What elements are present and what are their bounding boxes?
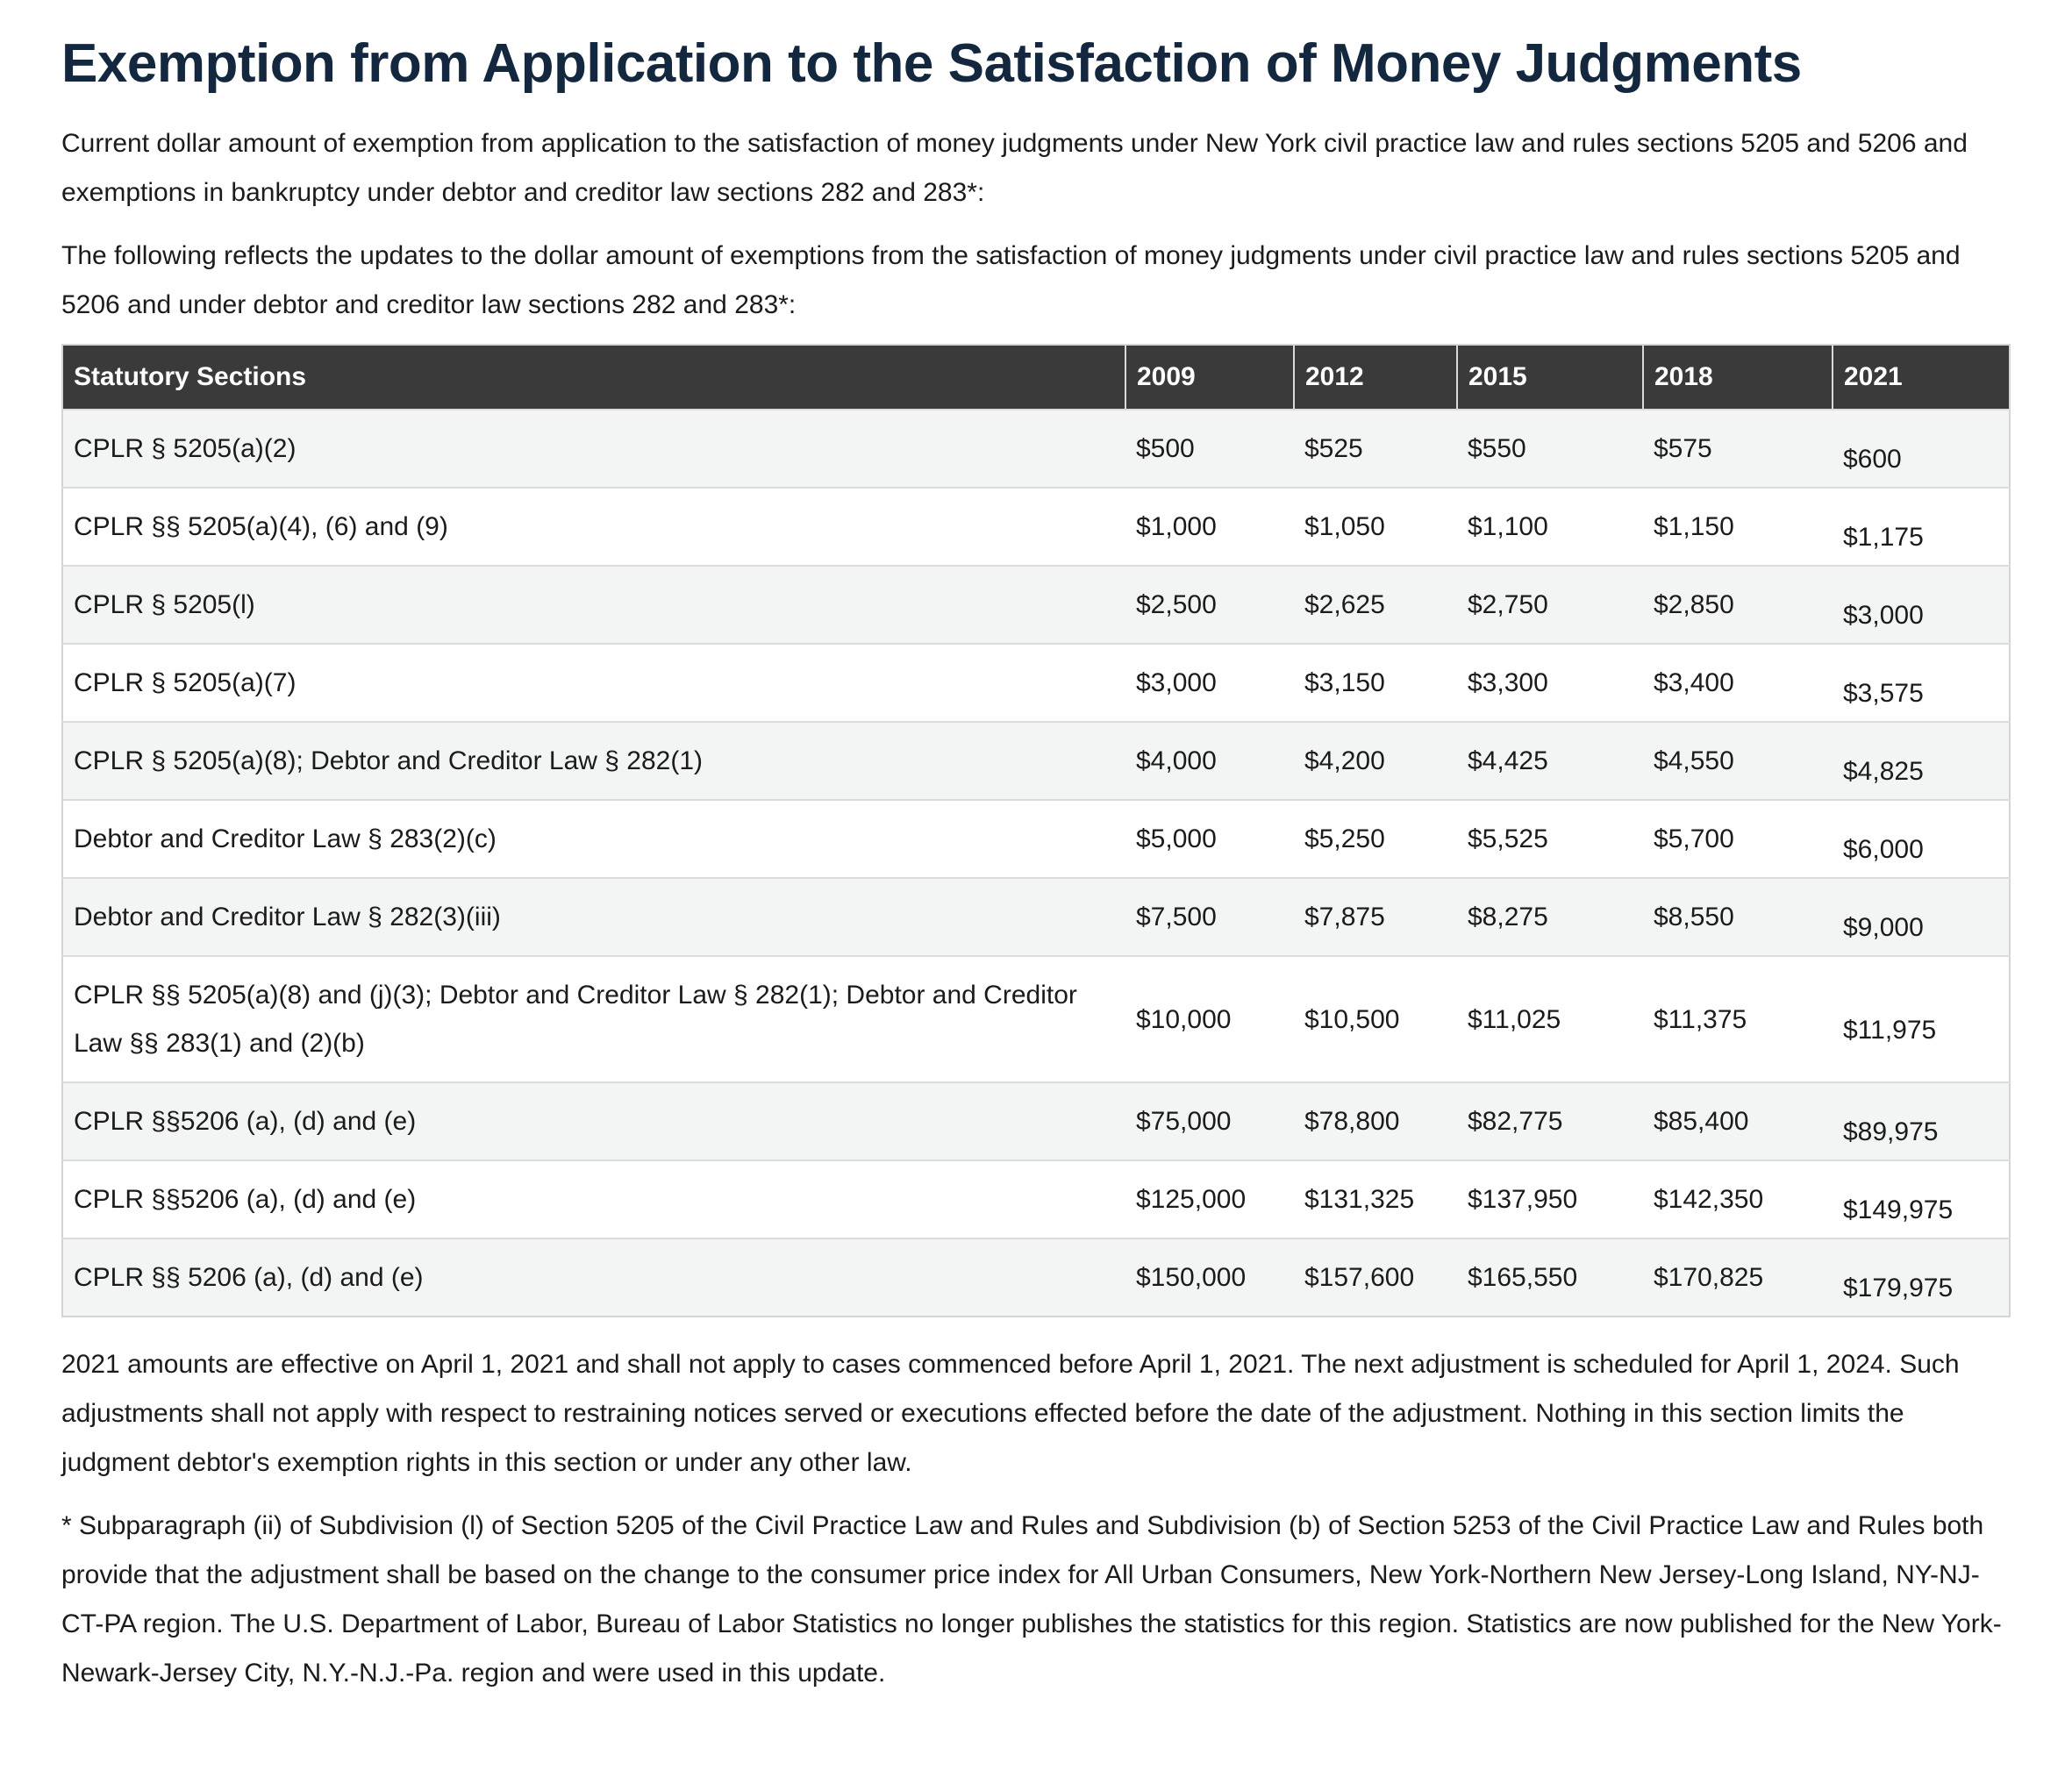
amount-cell: $3,150 xyxy=(1294,644,1457,722)
amount-cell: $179,975 xyxy=(1833,1238,2010,1317)
amount-cell: $149,975 xyxy=(1833,1160,2010,1238)
footnote: * Subparagraph (ii) of Subdivision (l) of Section 5205 of the Civil Practice Law and Rules and Subdivision (b) of Section 5253 of the Civil Practice Law and Rules both provide that the adjustment shall be based on the change to the consumer price index for All Urban Consumers, New York-Northern New Jersey-Long Island, NY-NJ-CT-PA region. The U.S. Department of Labor, Bureau of Labor Statistics no longer publishes the statistics for this region. Statistics are now published for the New York-Newark-Jersey City, N.Y.-N.J.-Pa. region and were used in this update. xyxy=(61,1511,2002,1688)
table-row xyxy=(62,1082,2010,1160)
amount-cell: $3,400 xyxy=(1643,644,1833,722)
header-statutory-sections: Statutory Sections xyxy=(62,345,1125,410)
amount-cell: $10,500 xyxy=(1294,956,1457,1082)
amount-cell: $85,400 xyxy=(1643,1082,1833,1160)
amount-cell: $165,550 xyxy=(1457,1238,1643,1317)
amount-cell: $1,050 xyxy=(1294,488,1457,566)
amount-cell: $131,325 xyxy=(1294,1160,1457,1238)
amount-cell: $575 xyxy=(1643,410,1833,488)
amount-cell: $7,500 xyxy=(1125,878,1294,956)
intro-paragraph-2: The following reflects the updates to the dollar amount of exemptions from the satisfaction of money judgments under civil practice law and rules sections 5205 and 5206 and under debtor and creditor law sections 282 and 283*: xyxy=(61,241,1961,320)
amount-cell: $600 xyxy=(1833,410,2010,488)
amount-cell: $1,175 xyxy=(1833,488,2010,566)
amount-cell: $150,000 xyxy=(1125,1238,1294,1317)
amount-cell: $9,000 xyxy=(1833,878,2010,956)
amount-cell: $525 xyxy=(1294,410,1457,488)
table-body xyxy=(62,410,2010,1317)
amount-cell: $142,350 xyxy=(1643,1160,1833,1238)
table-row xyxy=(62,1238,2010,1317)
amount-cell: $157,600 xyxy=(1294,1238,1457,1317)
header-2015: 2015 xyxy=(1457,345,1643,410)
amount-cell: $3,000 xyxy=(1833,566,2010,644)
amount-cell: $11,375 xyxy=(1643,956,1833,1082)
amount-cell: $3,575 xyxy=(1833,644,2010,722)
amount-cell: $78,800 xyxy=(1294,1082,1457,1160)
table-row xyxy=(62,956,2010,1082)
statutory-section-cell: CPLR § 5205(a)(2) xyxy=(62,410,1125,488)
amount-cell: $2,750 xyxy=(1457,566,1643,644)
table-row xyxy=(62,410,2010,488)
table-row xyxy=(62,722,2010,800)
statutory-section-cell: CPLR §§5206 (a), (d) and (e) xyxy=(62,1082,1125,1160)
amount-cell: $137,950 xyxy=(1457,1160,1643,1238)
amount-cell: $4,200 xyxy=(1294,722,1457,800)
header-2018: 2018 xyxy=(1643,345,1833,410)
amount-cell: $5,525 xyxy=(1457,800,1643,878)
statutory-section-cell: CPLR §§ 5206 (a), (d) and (e) xyxy=(62,1238,1125,1317)
statutory-section-cell: Debtor and Creditor Law § 283(2)(c) xyxy=(62,800,1125,878)
table-header-row xyxy=(62,345,2010,410)
statutory-section-cell: CPLR § 5205(a)(7) xyxy=(62,644,1125,722)
amount-cell: $89,975 xyxy=(1833,1082,2010,1160)
amount-cell: $1,150 xyxy=(1643,488,1833,566)
page-title: Exemption from Application to the Satisfaction of Money Judgments xyxy=(61,33,1802,94)
amount-cell: $11,975 xyxy=(1833,956,2010,1082)
amount-cell: $11,025 xyxy=(1457,956,1643,1082)
amount-cell: $3,000 xyxy=(1125,644,1294,722)
amount-cell: $4,550 xyxy=(1643,722,1833,800)
amount-cell: $4,825 xyxy=(1833,722,2010,800)
table-row xyxy=(62,800,2010,878)
amount-cell: $75,000 xyxy=(1125,1082,1294,1160)
statutory-section-cell: CPLR § 5205(a)(8); Debtor and Creditor Law § 282(1) xyxy=(62,722,1125,800)
amount-cell: $2,850 xyxy=(1643,566,1833,644)
amount-cell: $550 xyxy=(1457,410,1643,488)
statutory-section-cell: CPLR §§ 5205(a)(8) and (j)(3); Debtor and Creditor Law § 282(1); Debtor and Creditor Law §§ 283(1) and (2)(b) xyxy=(62,956,1125,1082)
table-row xyxy=(62,488,2010,566)
statutory-section-cell: CPLR § 5205(l) xyxy=(62,566,1125,644)
table-row xyxy=(62,878,2010,956)
amount-cell: $10,000 xyxy=(1125,956,1294,1082)
amount-cell: $170,825 xyxy=(1643,1238,1833,1317)
amount-cell: $2,500 xyxy=(1125,566,1294,644)
amount-cell: $7,875 xyxy=(1294,878,1457,956)
amount-cell: $125,000 xyxy=(1125,1160,1294,1238)
statutory-section-cell: CPLR §§ 5205(a)(4), (6) and (9) xyxy=(62,488,1125,566)
amount-cell: $8,275 xyxy=(1457,878,1643,956)
amount-cell: $4,000 xyxy=(1125,722,1294,800)
amount-cell: $1,000 xyxy=(1125,488,1294,566)
amount-cell: $500 xyxy=(1125,410,1294,488)
header-2009: 2009 xyxy=(1125,345,1294,410)
amount-cell: $8,550 xyxy=(1643,878,1833,956)
exemptions-table xyxy=(61,344,2011,1317)
statutory-section-cell: Debtor and Creditor Law § 282(3)(iii) xyxy=(62,878,1125,956)
amount-cell: $1,100 xyxy=(1457,488,1643,566)
header-2021: 2021 xyxy=(1833,345,2010,410)
statutory-section-cell: CPLR §§5206 (a), (d) and (e) xyxy=(62,1160,1125,1238)
table-row xyxy=(62,644,2010,722)
amount-cell: $2,625 xyxy=(1294,566,1457,644)
table-header xyxy=(62,345,2010,410)
amount-cell: $5,000 xyxy=(1125,800,1294,878)
intro-paragraph-1: Current dollar amount of exemption from application to the satisfaction of money judgments under New York civil practice law and rules sections 5205 and 5206 and exemptions in bankruptcy under debtor and creditor law sections 282 and 283*: xyxy=(61,129,1968,208)
amount-cell: $6,000 xyxy=(1833,800,2010,878)
header-2012: 2012 xyxy=(1294,345,1457,410)
amount-cell: $3,300 xyxy=(1457,644,1643,722)
amount-cell: $4,425 xyxy=(1457,722,1643,800)
table-row xyxy=(62,1160,2010,1238)
amount-cell: $5,700 xyxy=(1643,800,1833,878)
effective-date-note: 2021 amounts are effective on April 1, 2021 and shall not apply to cases commenced before April 1, 2021. The next adjustment is scheduled for April 1, 2024. Such adjustments shall not apply with respect to restraining notices served or executions effected before the date of the adjustment. Nothing in this section limits the judgment debtor's exemption rights in this section or under any other law. xyxy=(61,1350,1960,1478)
amount-cell: $5,250 xyxy=(1294,800,1457,878)
table-row xyxy=(62,566,2010,644)
amount-cell: $82,775 xyxy=(1457,1082,1643,1160)
